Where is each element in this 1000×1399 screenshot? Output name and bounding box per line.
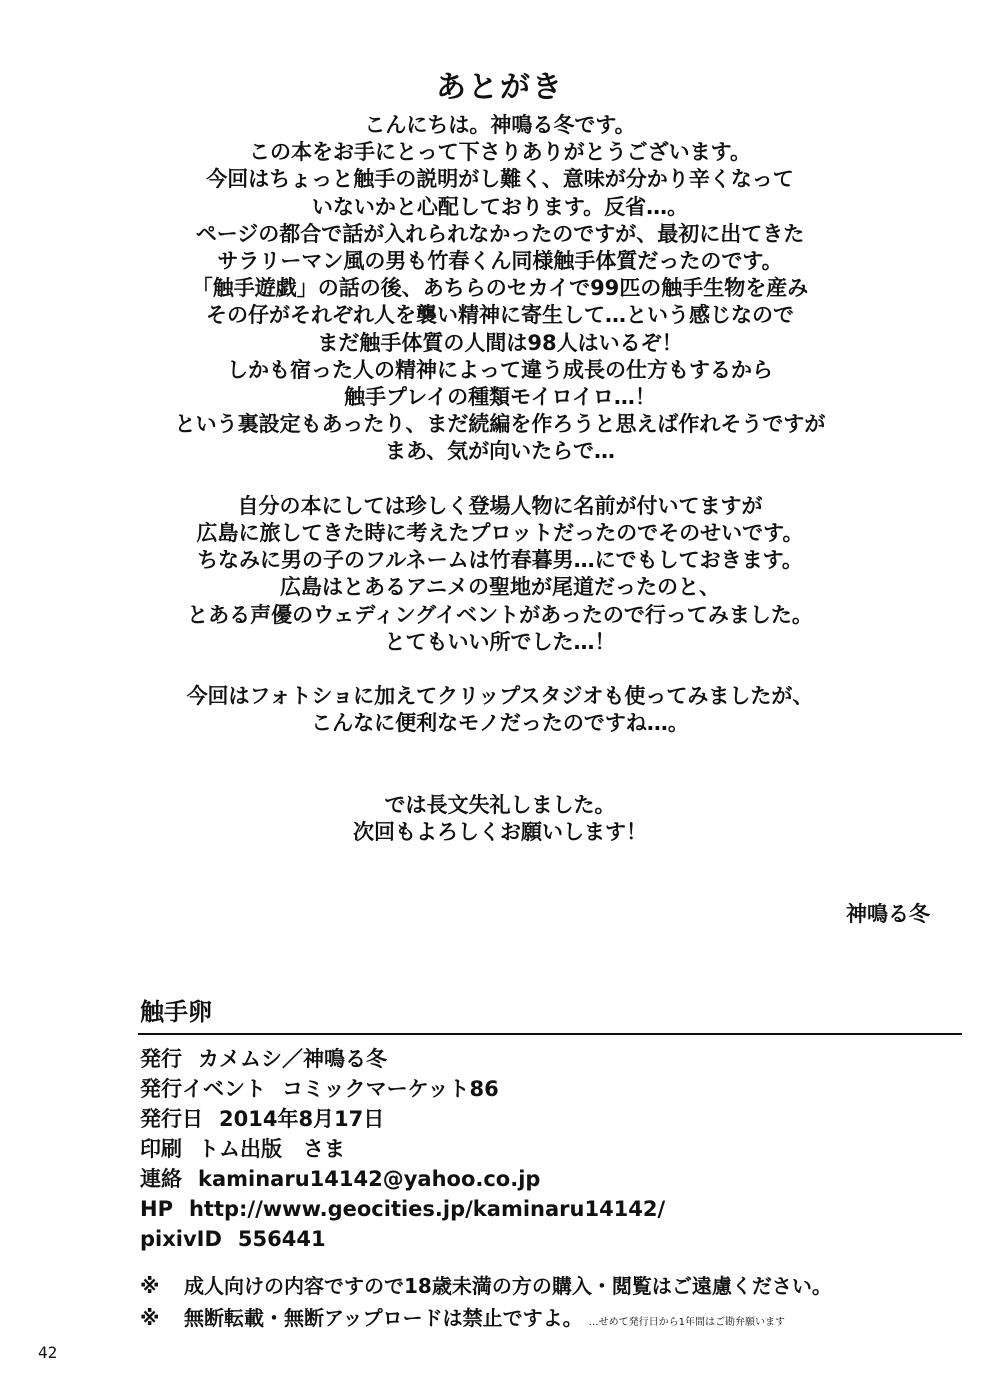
- author-signature: 神鳴る冬: [846, 902, 930, 926]
- afterword-line: とてもいい所でした…！: [384, 629, 616, 654]
- afterword-line: いないかと心配しております。反省…。: [311, 194, 689, 219]
- afterword-line: 今回はちょっと触手の説明がし難く、意味が分かり辛くなって: [206, 167, 794, 192]
- colophon-row-printer: [140, 1134, 960, 1164]
- paragraph-gap: [40, 738, 960, 765]
- afterword-line: ページの都合で話が入れられなかったのですが、最初に出てきた: [195, 221, 805, 246]
- homepage-url: http://www.geocities.jp/kaminaru14142/: [188, 1197, 666, 1221]
- note-small-text: …せめて発行日から1年間はご勘弁願います: [588, 1317, 785, 1328]
- afterword-line: 今回はフォトショに加えてクリップスタジオも使ってみましたが、: [186, 684, 814, 709]
- colophon-value: トム出版 さま: [198, 1137, 345, 1161]
- colophon-row-date: [140, 1104, 960, 1134]
- afterword-line: しかも宿った人の精神によって違う成長の仕方もするから: [227, 357, 773, 382]
- colophon-value: コミックマーケット86: [282, 1077, 499, 1101]
- colophon-label: 連絡: [140, 1167, 182, 1191]
- afterword-line: まだ触手体質の人間は98人はいるぞ！: [317, 330, 683, 355]
- colophon-row-contact: [140, 1164, 960, 1194]
- afterword-line: 自分の本にしては珍しく登場人物に名前が付いてますが: [237, 493, 763, 518]
- afterword-line: こんにちは。神鳴る冬です。: [364, 113, 636, 137]
- note-text: 成人向けの内容ですので18歳未満の方の購入・閲覧はご遠慮ください。: [184, 1274, 832, 1298]
- colophon-label: HP: [140, 1197, 173, 1221]
- colophon-row-homepage: [140, 1194, 960, 1224]
- colophon-value: 2014年8月17日: [219, 1107, 385, 1131]
- colophon-label: 印刷: [140, 1137, 182, 1161]
- afterword-line: 広島はとあるアニメの聖地が尾道だったのと、: [280, 575, 720, 600]
- colophon-value: カメムシ／神鳴る冬: [198, 1047, 387, 1071]
- afterword-line: サラリーマン風の男も竹春くん同様触手体質だったのです。: [217, 249, 783, 274]
- afterword-line: ちなみに男の子のフルネームは竹春暮男…にでもしておきます。: [197, 548, 803, 573]
- page-number: 42: [38, 1343, 58, 1362]
- afterword-line: 広島に旅してきた時に考えたプロットだったのでそのせいです。: [196, 521, 804, 546]
- contact-email: kaminaru14142@yahoo.co.jp: [198, 1167, 541, 1191]
- afterword-line: 次回もよろしくお願いします！: [353, 820, 647, 845]
- colophon-row-pixiv: [140, 1224, 960, 1254]
- colophon-label: 発行: [140, 1047, 182, 1071]
- book-title: 触手卵: [140, 998, 212, 1026]
- afterword-line: とある声優のウェディングイベントがあったので行ってみました。: [187, 602, 813, 627]
- note-text: 無断転載・無断アップロードは禁止ですよ。: [184, 1306, 583, 1330]
- afterword-line: では長文失礼しました。: [384, 793, 616, 818]
- paragraph-gap: [40, 656, 960, 683]
- colophon: [140, 1044, 960, 1254]
- colophon-row-event: [140, 1074, 960, 1104]
- afterword-title: あとがき: [436, 70, 564, 105]
- reference-mark-icon: ※: [140, 1274, 160, 1298]
- afterword-line: この本をお手にとって下さりありがとうございます。: [249, 140, 751, 165]
- afterword-line: 触手プレイの種類モイロイロ…！: [344, 385, 656, 410]
- afterword-line: その仔がそれぞれ人を襲い精神に寄生して…という感じなので: [206, 303, 794, 328]
- note-age-restriction: [140, 1270, 980, 1302]
- colophon-row-publisher: [140, 1044, 960, 1074]
- colophon-label: 発行イベント: [140, 1077, 266, 1101]
- pixiv-id: 556441: [237, 1227, 326, 1251]
- afterword-line: こんなに便利なモノだったのですね…。: [311, 711, 689, 736]
- paragraph-gap: [40, 765, 960, 792]
- afterword-line: という裏設定もあったり、まだ続編を作ろうと思えば作れそうですが: [174, 412, 826, 437]
- note-no-reprint: [140, 1302, 980, 1339]
- reference-mark-icon: ※: [140, 1306, 160, 1330]
- afterword-line: まあ、気が向いたらで…: [385, 439, 615, 464]
- colophon-divider: [138, 1033, 962, 1035]
- afterword-line: 「触手遊戯」の話の後、あちらのセカイで99匹の触手生物を産み: [191, 276, 809, 301]
- colophon-label: pixivID: [140, 1227, 222, 1251]
- colophon-label: 発行日: [140, 1107, 203, 1131]
- afterword-body: [40, 112, 960, 846]
- paragraph-gap: [40, 466, 960, 493]
- notes: [140, 1270, 980, 1339]
